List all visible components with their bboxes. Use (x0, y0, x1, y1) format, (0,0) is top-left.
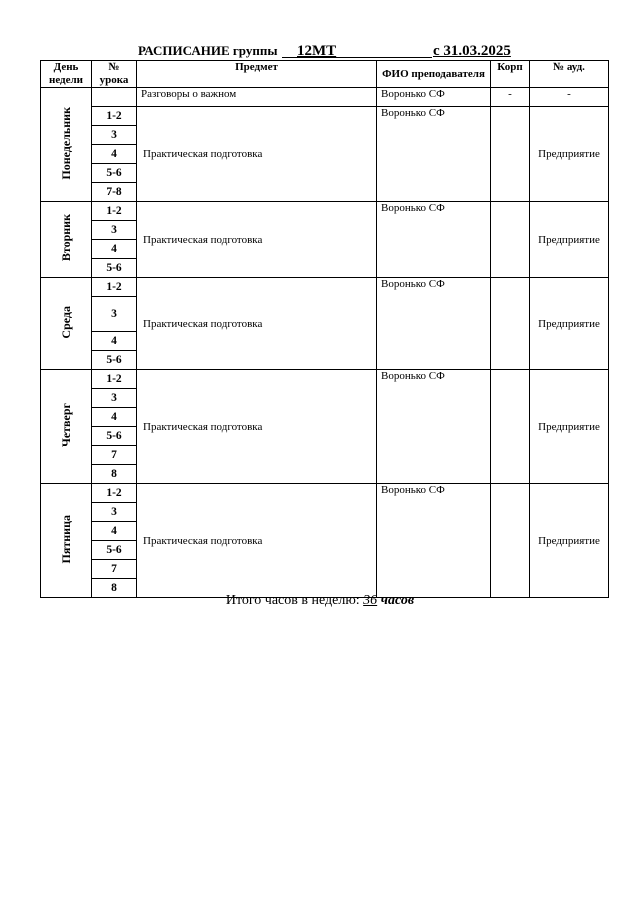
table-row (41, 484, 609, 503)
day-label: Пятница (58, 514, 73, 564)
header-room: № ауд. (530, 61, 609, 88)
day-cell (41, 484, 92, 598)
table-row (41, 278, 609, 297)
building-cell (491, 202, 530, 278)
header-building: Корп (491, 61, 530, 88)
day-label: Вторник (58, 214, 73, 262)
lesson-number: 4 (92, 408, 137, 427)
building-cell: - (491, 88, 530, 107)
subject-cell: Практическая подготовка (137, 107, 377, 202)
day-cell (41, 278, 92, 370)
subject-cell: Практическая подготовка (137, 484, 377, 598)
subject-cell: Практическая подготовка (137, 370, 377, 484)
lesson-number: 5-6 (92, 351, 137, 370)
room-cell: Предприятие (530, 107, 609, 202)
building-cell (491, 484, 530, 598)
room-cell: - (530, 88, 609, 107)
lesson-number: 1-2 (92, 202, 137, 221)
table-row (41, 107, 609, 126)
building-cell (491, 278, 530, 370)
lesson-number: 1-2 (92, 370, 137, 389)
room-cell: Предприятие (530, 370, 609, 484)
day-label: Четверг (58, 403, 73, 447)
teacher-cell: Воронько СФ (377, 88, 491, 107)
lesson-cell-empty (92, 88, 137, 107)
footer-hours: 36 (363, 593, 378, 608)
lesson-number: 7 (92, 560, 137, 579)
weekly-hours-total (0, 593, 640, 609)
group-name: 12МТ (297, 43, 337, 59)
schedule-title (0, 43, 640, 61)
lesson-number: 7-8 (92, 183, 137, 202)
lesson-number: 1-2 (92, 107, 137, 126)
day-label: Среда (58, 305, 73, 339)
teacher-cell: Воронько СФ (377, 278, 491, 370)
table-row (41, 202, 609, 221)
room-cell: Предприятие (530, 202, 609, 278)
lesson-number: 8 (92, 579, 137, 598)
table-row (41, 370, 609, 389)
table-header-row (41, 61, 609, 88)
lesson-number: 3 (92, 126, 137, 145)
header-lesson: № урока (92, 61, 137, 88)
table-row (41, 88, 609, 107)
footer-unit: часов (380, 593, 415, 608)
teacher-cell: Воронько СФ (377, 107, 491, 202)
lesson-number: 5-6 (92, 541, 137, 560)
teacher-cell: Воронько СФ (377, 370, 491, 484)
day-cell (41, 202, 92, 278)
lesson-number: 5-6 (92, 164, 137, 183)
lesson-number: 1-2 (92, 278, 137, 297)
room-cell: Предприятие (530, 278, 609, 370)
subject-cell: Разговоры о важном (137, 88, 377, 107)
room-cell: Предприятие (530, 484, 609, 598)
group-underline (282, 57, 432, 58)
lesson-number: 5-6 (92, 259, 137, 278)
subject-cell: Практическая подготовка (137, 278, 377, 370)
lesson-number: 3 (92, 221, 137, 240)
lesson-number: 4 (92, 522, 137, 541)
lesson-number: 5-6 (92, 427, 137, 446)
building-cell (491, 107, 530, 202)
footer-label: Итого часов в неделю: (225, 593, 360, 608)
day-cell (41, 370, 92, 484)
header-teacher: ФИО преподавателя (377, 61, 491, 88)
lesson-number: 7 (92, 446, 137, 465)
lesson-number: 4 (92, 240, 137, 259)
lesson-number: 1-2 (92, 484, 137, 503)
lesson-number: 8 (92, 465, 137, 484)
header-day: День недели (41, 61, 92, 88)
subject-cell: Практическая подготовка (137, 202, 377, 278)
schedule-table (40, 60, 609, 598)
day-label: Понедельник (58, 106, 73, 180)
teacher-cell: Воронько СФ (377, 202, 491, 278)
title-label: РАСПИСАНИЕ группы (138, 43, 278, 58)
lesson-number: 4 (92, 332, 137, 351)
lesson-number: 3 (92, 297, 137, 332)
lesson-number: 3 (92, 503, 137, 522)
building-cell (491, 370, 530, 484)
teacher-cell: Воронько СФ (377, 484, 491, 598)
lesson-number: 3 (92, 389, 137, 408)
schedule-date: с 31.03.2025 (433, 43, 511, 59)
header-subject: Предмет (137, 61, 377, 88)
day-cell (41, 88, 92, 202)
lesson-number: 4 (92, 145, 137, 164)
